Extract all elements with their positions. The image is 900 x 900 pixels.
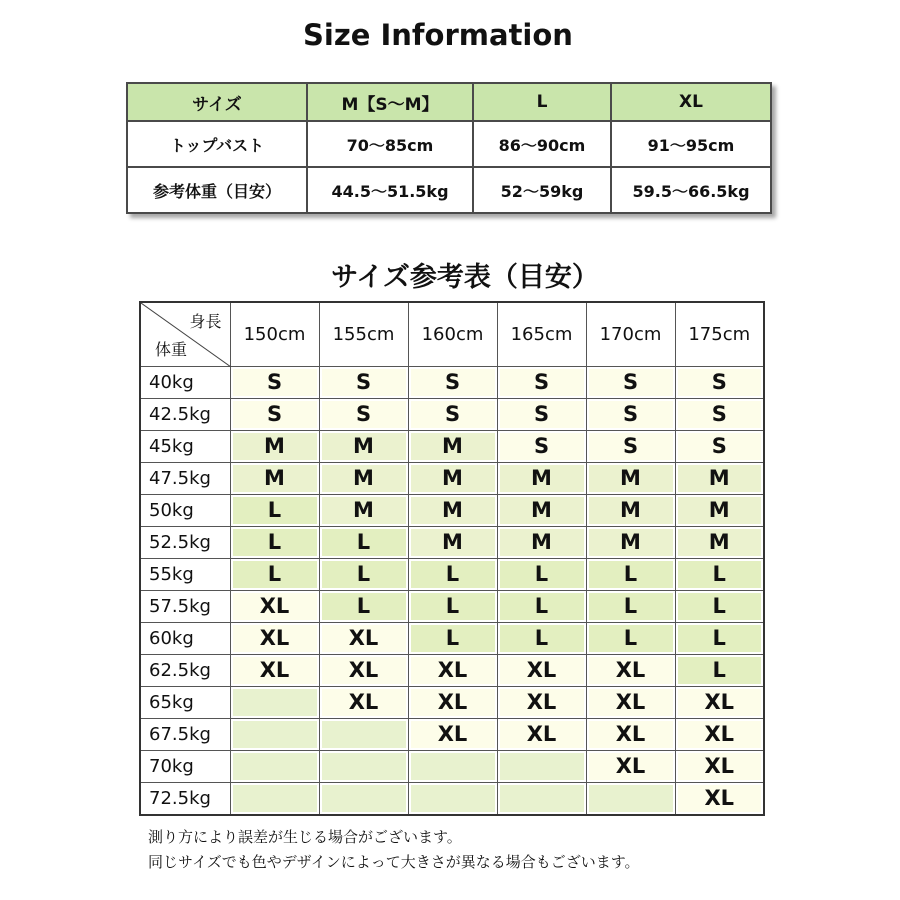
- top-bust-m: [307, 121, 473, 167]
- size-cell: [319, 366, 408, 398]
- top-bust-xl-text: 91〜95cm: [647, 135, 735, 155]
- height-header: 160cm: [408, 302, 497, 366]
- size-cell: [319, 590, 408, 622]
- size-header-xl: [611, 83, 771, 121]
- size-value: XL: [589, 721, 673, 748]
- weight-label: 72.5kg: [140, 782, 230, 815]
- size-cell: [675, 750, 764, 782]
- size-cell: [675, 718, 764, 750]
- size-value: S: [589, 433, 673, 460]
- size-cell: [675, 526, 764, 558]
- ref-weight-l: [473, 167, 611, 213]
- size-cell: [230, 398, 319, 430]
- size-value: S: [411, 401, 495, 428]
- size-cell: [675, 462, 764, 494]
- size-value: XL: [233, 593, 317, 620]
- weight-row: [140, 590, 764, 622]
- size-cell: [230, 558, 319, 590]
- size-cell: [586, 622, 675, 654]
- size-cell: [408, 782, 497, 815]
- weight-label: 70kg: [140, 750, 230, 782]
- size-cell: [319, 686, 408, 718]
- size-cell: [230, 654, 319, 686]
- size-cell: [586, 558, 675, 590]
- size-cell: [408, 718, 497, 750]
- size-cell: [497, 718, 586, 750]
- size-value: L: [322, 593, 406, 620]
- size-cell: [675, 558, 764, 590]
- size-cell: [408, 750, 497, 782]
- height-header: 150cm: [230, 302, 319, 366]
- size-cell: [586, 398, 675, 430]
- size-header-l: [473, 83, 611, 121]
- weight-row: [140, 558, 764, 590]
- weight-row: [140, 622, 764, 654]
- size-value: S: [233, 401, 317, 428]
- ref-weight-row: [127, 167, 771, 213]
- size-cell: [586, 590, 675, 622]
- size-reference-table: [139, 301, 765, 816]
- size-value: XL: [500, 657, 584, 684]
- size-cell: [230, 526, 319, 558]
- top-bust-l: [473, 121, 611, 167]
- size-header-l-text: L: [536, 92, 548, 112]
- size-value: M: [411, 465, 495, 492]
- weight-row: [140, 366, 764, 398]
- size-value: L: [322, 529, 406, 556]
- size-cell: [230, 750, 319, 782]
- size-information-title: Size Information: [303, 18, 573, 52]
- corner-weight-label: 体重: [155, 339, 188, 359]
- size-cell: [675, 430, 764, 462]
- ref-weight-label: [127, 167, 307, 213]
- size-value: S: [678, 433, 762, 460]
- size-value: L: [233, 529, 317, 556]
- size-value: XL: [322, 625, 406, 652]
- size-cell: [319, 558, 408, 590]
- size-value: M: [589, 529, 673, 556]
- size-value: XL: [589, 657, 673, 684]
- size-cell: [586, 782, 675, 815]
- size-cell: [319, 494, 408, 526]
- size-value: XL: [411, 689, 495, 716]
- size-cell: [586, 750, 675, 782]
- size-cell: [497, 526, 586, 558]
- size-cell: [586, 654, 675, 686]
- height-header: 170cm: [586, 302, 675, 366]
- size-value: L: [678, 593, 762, 620]
- size-value: M: [411, 433, 495, 460]
- weight-row: [140, 398, 764, 430]
- top-bust-l-text: 86〜90cm: [498, 135, 586, 155]
- height-header: 155cm: [319, 302, 408, 366]
- weight-row: [140, 430, 764, 462]
- size-cell: [319, 430, 408, 462]
- size-value: S: [589, 401, 673, 428]
- size-chart-title: サイズ参考表（目安）: [331, 262, 599, 293]
- size-value: L: [589, 625, 673, 652]
- empty-cell: [411, 785, 495, 812]
- size-cell: [230, 782, 319, 815]
- size-cell: [408, 654, 497, 686]
- size-value: M: [322, 497, 406, 524]
- size-cell: [497, 782, 586, 815]
- size-value: L: [500, 593, 584, 620]
- size-value: M: [678, 497, 762, 524]
- size-value: XL: [678, 785, 762, 812]
- empty-cell: [322, 721, 406, 748]
- size-cell: [497, 686, 586, 718]
- size-cell: [230, 718, 319, 750]
- empty-cell: [233, 753, 317, 780]
- size-value: L: [589, 593, 673, 620]
- weight-row: [140, 462, 764, 494]
- corner-cell: [140, 302, 230, 366]
- size-cell: [497, 366, 586, 398]
- note-line: 測り方により誤差が生じる場合がございます。: [148, 828, 462, 846]
- size-cell: [497, 398, 586, 430]
- weight-row: [140, 526, 764, 558]
- weight-label: 45kg: [140, 430, 230, 462]
- weight-label: 65kg: [140, 686, 230, 718]
- weight-row: [140, 718, 764, 750]
- size-header-label: [127, 83, 307, 121]
- empty-cell: [411, 753, 495, 780]
- size-cell: [230, 430, 319, 462]
- size-value: M: [589, 497, 673, 524]
- top-bust-label-text: トップバスト: [169, 135, 265, 155]
- note-line: 同じサイズでも色やデザインによって大きさが異なる場合もございます。: [148, 853, 640, 871]
- size-header-label-text: サイズ: [192, 94, 242, 115]
- size-value: L: [411, 593, 495, 620]
- size-cell: [319, 750, 408, 782]
- size-cell: [675, 494, 764, 526]
- ref-weight-xl: [611, 167, 771, 213]
- top-bust-m-text: 70〜85cm: [346, 135, 434, 155]
- size-value: XL: [233, 625, 317, 652]
- ref-weight-m: [307, 167, 473, 213]
- size-cell: [586, 718, 675, 750]
- height-header: 165cm: [497, 302, 586, 366]
- empty-cell: [233, 689, 317, 716]
- empty-cell: [500, 753, 584, 780]
- size-cell: [675, 398, 764, 430]
- size-value: L: [233, 497, 317, 524]
- corner-height-label: 身長: [189, 312, 222, 331]
- weight-label: 42.5kg: [140, 398, 230, 430]
- size-cell: [408, 398, 497, 430]
- size-value: S: [678, 401, 762, 428]
- empty-cell: [322, 785, 406, 812]
- weight-label: 67.5kg: [140, 718, 230, 750]
- size-cell: [586, 526, 675, 558]
- weight-label: 57.5kg: [140, 590, 230, 622]
- empty-cell: [233, 721, 317, 748]
- weight-label: 50kg: [140, 494, 230, 526]
- size-value: XL: [411, 721, 495, 748]
- size-cell: [497, 462, 586, 494]
- size-cell: [586, 686, 675, 718]
- size-cell: [408, 558, 497, 590]
- size-cell: [497, 558, 586, 590]
- size-value: M: [322, 465, 406, 492]
- size-info-table: [126, 82, 772, 214]
- size-cell: [497, 622, 586, 654]
- size-cell: [586, 430, 675, 462]
- size-cell: [675, 622, 764, 654]
- weight-row: [140, 654, 764, 686]
- size-info-header-row: [127, 83, 771, 121]
- size-cell: [319, 718, 408, 750]
- size-value: XL: [322, 657, 406, 684]
- size-value: M: [500, 529, 584, 556]
- size-value: M: [233, 433, 317, 460]
- size-value: L: [411, 561, 495, 588]
- size-cell: [230, 494, 319, 526]
- size-value: M: [233, 465, 317, 492]
- size-cell: [408, 686, 497, 718]
- size-value: L: [589, 561, 673, 588]
- size-cell: [497, 430, 586, 462]
- size-value: L: [500, 561, 584, 588]
- size-cell: [230, 590, 319, 622]
- size-value: S: [678, 369, 762, 396]
- size-cell: [675, 686, 764, 718]
- empty-cell: [233, 785, 317, 812]
- size-value: S: [411, 369, 495, 396]
- size-cell: [497, 494, 586, 526]
- empty-cell: [322, 753, 406, 780]
- size-cell: [319, 462, 408, 494]
- top-bust-label: [127, 121, 307, 167]
- weight-row: [140, 782, 764, 815]
- size-cell: [230, 366, 319, 398]
- size-cell: [675, 782, 764, 815]
- ref-weight-l-text: 52〜59kg: [500, 181, 584, 201]
- weight-row: [140, 494, 764, 526]
- size-cell: [408, 590, 497, 622]
- size-value: XL: [678, 721, 762, 748]
- size-value: XL: [678, 753, 762, 780]
- size-value: XL: [500, 689, 584, 716]
- size-value: XL: [589, 689, 673, 716]
- size-value: L: [233, 561, 317, 588]
- size-cell: [497, 750, 586, 782]
- size-value: XL: [678, 689, 762, 716]
- size-cell: [675, 590, 764, 622]
- size-value: XL: [411, 657, 495, 684]
- size-value: M: [678, 529, 762, 556]
- size-value: S: [500, 401, 584, 428]
- size-value: M: [589, 465, 673, 492]
- size-cell: [408, 462, 497, 494]
- size-value: S: [589, 369, 673, 396]
- size-value: L: [500, 625, 584, 652]
- size-cell: [408, 366, 497, 398]
- size-value: S: [322, 369, 406, 396]
- size-value: M: [500, 465, 584, 492]
- size-value: L: [411, 625, 495, 652]
- size-value: S: [500, 369, 584, 396]
- notes: [148, 825, 640, 875]
- size-value: S: [500, 433, 584, 460]
- size-value: L: [678, 625, 762, 652]
- empty-cell: [500, 785, 584, 812]
- size-value: S: [233, 369, 317, 396]
- weight-row: [140, 750, 764, 782]
- size-cell: [497, 654, 586, 686]
- top-bust-xl: [611, 121, 771, 167]
- height-header-row: [140, 302, 764, 366]
- size-value: XL: [322, 689, 406, 716]
- size-cell: [408, 430, 497, 462]
- size-value: S: [322, 401, 406, 428]
- weight-label: 60kg: [140, 622, 230, 654]
- size-cell: [408, 526, 497, 558]
- size-cell: [675, 654, 764, 686]
- weight-label: 40kg: [140, 366, 230, 398]
- size-value: M: [411, 529, 495, 556]
- ref-weight-xl-text: 59.5〜66.5kg: [632, 181, 750, 201]
- weight-label: 62.5kg: [140, 654, 230, 686]
- size-value: XL: [589, 753, 673, 780]
- empty-cell: [589, 785, 673, 812]
- size-value: M: [500, 497, 584, 524]
- weight-label: 55kg: [140, 558, 230, 590]
- size-cell: [497, 590, 586, 622]
- size-cell: [319, 782, 408, 815]
- size-cell: [230, 622, 319, 654]
- ref-weight-label-text: 参考体重（目安）: [152, 181, 281, 201]
- size-value: L: [678, 561, 762, 588]
- size-cell: [586, 494, 675, 526]
- size-header-m-text: M【S〜M】: [341, 94, 439, 115]
- height-header: 175cm: [675, 302, 764, 366]
- size-cell: [675, 366, 764, 398]
- size-value: L: [322, 561, 406, 588]
- size-value: L: [678, 657, 762, 684]
- size-cell: [319, 622, 408, 654]
- size-header-xl-text: XL: [679, 92, 703, 112]
- size-value: XL: [500, 721, 584, 748]
- size-cell: [586, 366, 675, 398]
- size-cell: [319, 398, 408, 430]
- weight-label: 52.5kg: [140, 526, 230, 558]
- size-cell: [408, 494, 497, 526]
- size-cell: [230, 686, 319, 718]
- size-value: M: [678, 465, 762, 492]
- ref-weight-m-text: 44.5〜51.5kg: [331, 181, 449, 201]
- size-value: M: [322, 433, 406, 460]
- size-value: M: [411, 497, 495, 524]
- size-cell: [319, 654, 408, 686]
- size-cell: [408, 622, 497, 654]
- weight-row: [140, 686, 764, 718]
- size-cell: [319, 526, 408, 558]
- size-value: XL: [233, 657, 317, 684]
- size-cell: [586, 462, 675, 494]
- weight-label: 47.5kg: [140, 462, 230, 494]
- size-cell: [230, 462, 319, 494]
- size-header-m: [307, 83, 473, 121]
- top-bust-row: [127, 121, 771, 167]
